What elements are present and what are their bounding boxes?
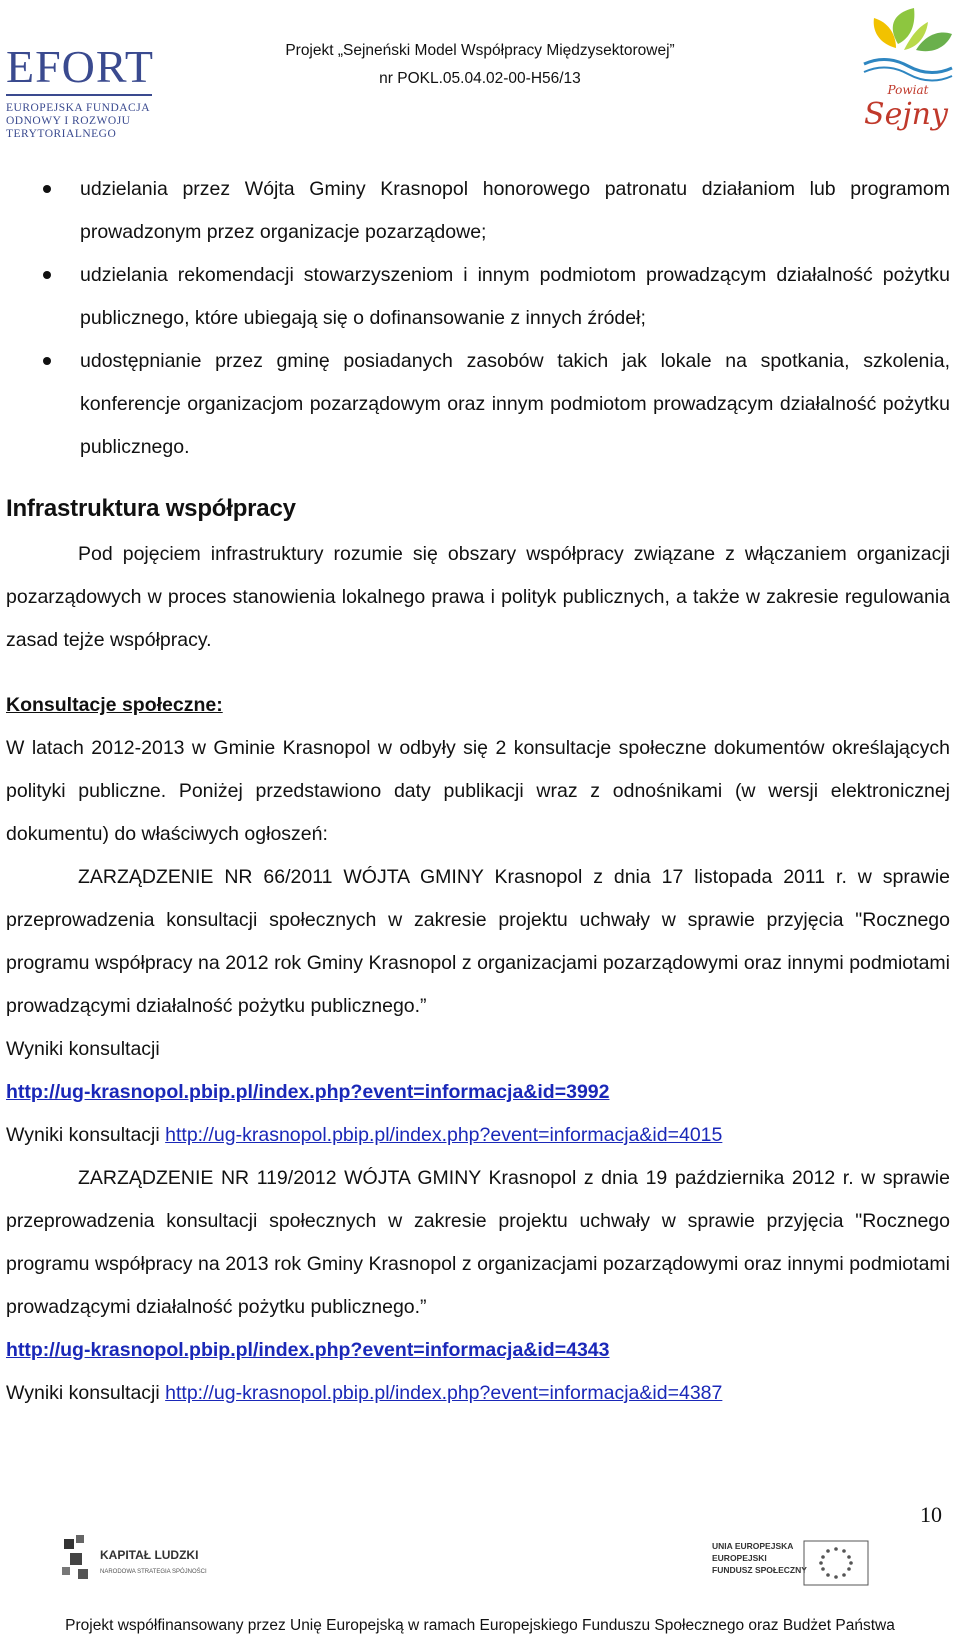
efort-logo-line2: ODNOWY I ROZWOJU	[6, 115, 131, 127]
kl-square-2	[76, 1535, 84, 1543]
ue-line2: EUROPEJSKI	[712, 1553, 767, 1563]
efort-logo-rule	[6, 94, 152, 96]
results-link-row	[6, 1329, 950, 1372]
kl-title: KAPITAŁ LUDZKI	[100, 1548, 199, 1562]
results-link-row	[6, 1372, 950, 1415]
kl-square-3	[70, 1553, 82, 1565]
bullet-icon	[43, 271, 51, 279]
kapital-ludzki-logo	[60, 1531, 240, 1587]
page-header	[0, 0, 960, 150]
list-item	[6, 168, 950, 254]
results-link-4343[interactable]: http://ug-krasnopol.pbip.pl/index.php?event=informacja&id=4343	[6, 1339, 610, 1361]
project-title: Projekt „Sejneński Model Współpracy Międzysektorowej”	[285, 42, 675, 59]
bullet-text: udostępnianie przez gminę posiadanych zasobów takich jak lokale na spotkania, szkolenia, konferencje organizacjom pozarządowym oraz innym podmiotom prowadzącym działalność pożytku publicznego.	[80, 350, 950, 458]
project-number: nr POKL.05.04.02-00-H56/13	[379, 70, 581, 87]
bullet-icon	[43, 185, 51, 193]
kl-square-4	[62, 1567, 70, 1575]
footer-logos	[0, 1525, 960, 1605]
efort-logo-line1: EUROPEJSKA FUNDACJA	[6, 102, 151, 114]
results-link-4015[interactable]: http://ug-krasnopol.pbip.pl/index.php?event=informacja&id=4015	[165, 1124, 723, 1146]
ue-line3: FUNDUSZ SPOŁECZNY	[712, 1565, 807, 1575]
results-label: Wyniki konsultacji	[6, 1124, 160, 1146]
consultations-intro: W latach 2012-2013 w Gminie Krasnopol w odbyły się 2 konsultacje społeczne dokumentów określających polityki publiczne. Poniżej przedstawiono daty publikacji wraz z odnośnikami (w wersji elektronicznej dokumentu) do właściwych ogłoszeń:	[6, 737, 950, 845]
section-heading-consultations: Konsultacje społeczne:	[6, 694, 223, 716]
ue-line1: UNIA EUROPEJSKA	[712, 1541, 794, 1551]
eu-stars-icon	[819, 1547, 853, 1579]
results-link-row	[6, 1114, 950, 1157]
footer-cofinancing-text: Projekt współfinansowany przez Unię Europejską w ramach Europejskiego Funduszu Społecznego oraz Budżet Państwa	[65, 1617, 895, 1634]
list-item	[6, 254, 950, 340]
bullet-list	[6, 168, 950, 469]
document-body	[6, 168, 950, 1415]
water-wave-2	[864, 67, 952, 80]
bullet-icon	[43, 357, 51, 365]
decree-2-paragraph: ZARZĄDZENIE NR 119/2012 WÓJTA GMINY Krasnopol z dnia 19 października 2012 r. w sprawie przeprowadzenia konsultacji społecznych w zakresie projektu uchwały w sprawie przyjęcia "Rocznego programu współpracy na 2013 rok Gminy Krasnopol z organizacjami pozarządowymi oraz innymi podmiotami prowadzącymi działalność pożytku publicznego.”	[6, 1167, 950, 1318]
section-heading-infrastructure: Infrastruktura współpracy	[6, 495, 296, 522]
eu-social-fund-logo	[712, 1535, 882, 1591]
kl-square-1	[64, 1539, 74, 1549]
efort-logo-line3: TERYTORIALNEGO	[6, 128, 117, 140]
infrastructure-paragraph: Pod pojęciem infrastruktury rozumie się obszary współpracy związane z włączaniem organizacji pozarządowych w proces stanowienia lokalnego prawa i polityk publicznych, a także w zakresie regulowania zasad tejże współpracy.	[6, 543, 950, 651]
water-wave-1	[864, 59, 952, 72]
sejny-logo-text2: Sejny	[864, 97, 948, 132]
powiat-sejny-logo	[856, 4, 956, 136]
kl-square-5	[78, 1569, 88, 1579]
leaf-shape-2	[874, 18, 896, 48]
decree-1-paragraph: ZARZĄDZENIE NR 66/2011 WÓJTA GMINY Krasnopol z dnia 17 listopada 2011 r. w sprawie przeprowadzenia konsultacji społecznych w zakresie projektu uchwały w sprawie przyjęcia "Rocznego programu współpracy na 2012 rok Gminy Krasnopol z organizacjami pozarządowymi oraz innymi podmiotami prowadzącymi działalność pożytku publicznego.”	[6, 866, 950, 1017]
bullet-text: udzielania rekomendacji stowarzyszeniom i innym podmiotom prowadzącym działalność pożytku publicznego, które ubiegają się o dofinansowanie z innych źródeł;	[80, 264, 950, 329]
kl-subtitle: NARODOWA STRATEGIA SPÓJNOŚCI	[100, 1569, 207, 1575]
results-link-3992[interactable]: http://ug-krasnopol.pbip.pl/index.php?event=informacja&id=3992	[6, 1081, 610, 1103]
results-link-4387[interactable]: http://ug-krasnopol.pbip.pl/index.php?event=informacja&id=4387	[165, 1382, 723, 1404]
results-label: Wyniki konsultacji	[6, 1038, 160, 1060]
bullet-text: udzielania przez Wójta Gminy Krasnopol honorowego patronatu działaniom lub programom prowadzonym przez organizacje pozarządowe;	[80, 178, 950, 243]
page-number: 10	[920, 1502, 942, 1527]
efort-logo-title: EFORT	[6, 41, 154, 92]
results-label: Wyniki konsultacji	[6, 1382, 160, 1404]
sejny-logo-text1: Powiat	[887, 83, 929, 97]
list-item	[6, 340, 950, 469]
results-link-row	[6, 1071, 950, 1114]
